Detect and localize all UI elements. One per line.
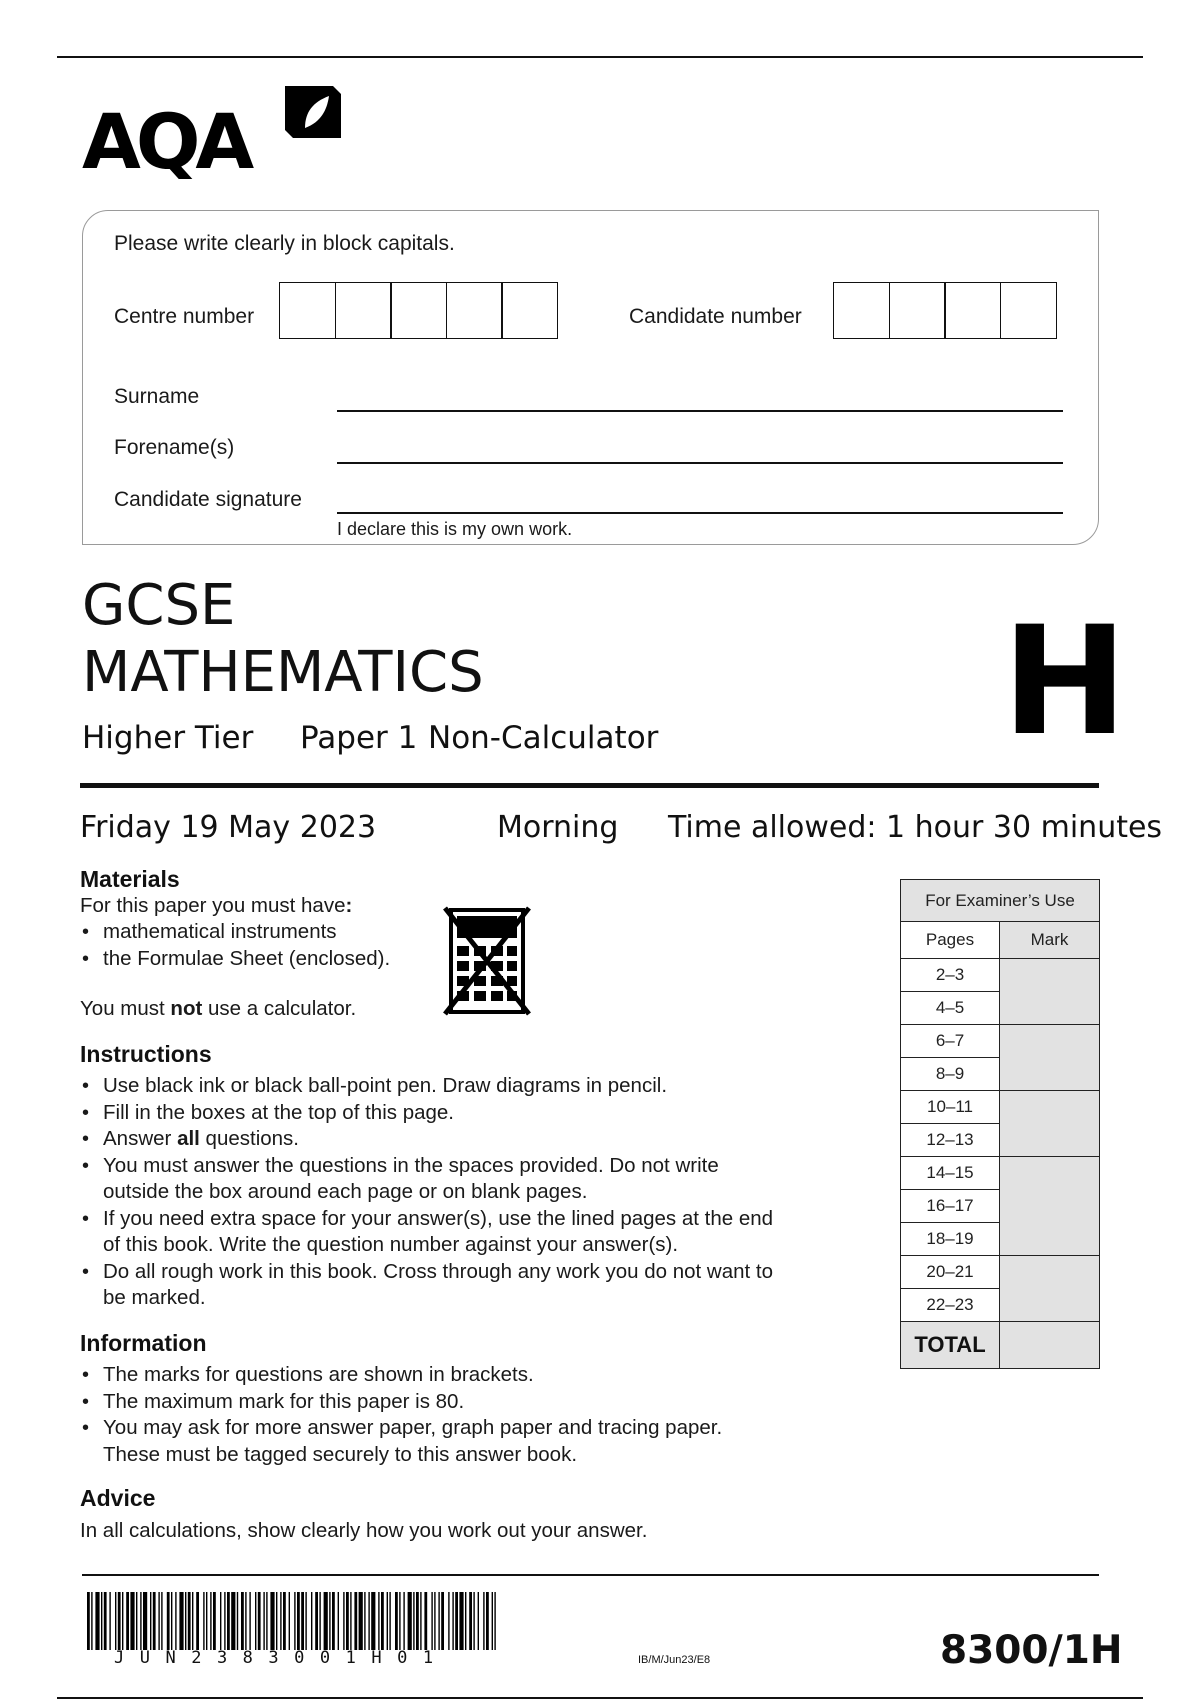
materials-list [80,919,390,972]
block-capitals-instruction: Please write clearly in block capitals. [114,232,455,255]
paper-reference: IB/M/Jun23/E8 [638,1654,711,1666]
mark-cell [1000,1256,1100,1322]
list-item: • Fill in the boxes at the top of this page. [80,1100,773,1127]
list-item: • The marks for questions are shown in brackets. [80,1362,722,1389]
list-item: • mathematical instruments [80,919,390,946]
instructions-heading: Instructions [80,1041,212,1067]
list-item: • Do all rough work in this book. Cross through any work you do not want to be marked. [80,1259,773,1312]
list-item: • Use black ink or black ball-point pen. Draw diagrams in pencil. [80,1073,773,1100]
centre-number-box[interactable] [446,282,503,339]
list-item: • You must answer the questions in the spaces provided. Do not write outside the box around each page or on blank pages. [80,1153,773,1206]
qualification-title: GCSE [82,573,236,638]
centre-number-boxes[interactable] [281,282,558,339]
subject-title: MATHEMATICS [82,640,484,705]
exam-date: Friday 19 May 2023 [80,810,377,845]
candidate-number-label: Candidate number [629,305,802,328]
list-item: • the Formulae Sheet (enclosed). [80,946,390,973]
pages-cell: 4–5 [901,992,1000,1025]
examiner-table-title: For Examiner’s Use [901,880,1100,922]
declaration-text: I declare this is my own work. [337,519,573,539]
barcode-digits: JUN2383001H01 [114,1648,449,1668]
surname-field[interactable] [337,410,1063,412]
pages-cell: 12–13 [901,1124,1000,1157]
centre-number-label: Centre number [114,305,255,328]
no-calculator-statement: You must not use a calculator. [80,997,357,1020]
pages-cell: 8–9 [901,1058,1000,1091]
mark-cell [1000,959,1100,1025]
pages-cell: 22–23 [901,1289,1000,1322]
paper-type: Non-Calculator [428,720,659,756]
logo-text: AQA [82,97,250,186]
total-label: TOTAL [901,1322,1000,1369]
pages-cell: 18–19 [901,1223,1000,1256]
information-heading: Information [80,1330,207,1356]
forenames-label: Forename(s) [114,436,235,459]
aqa-logo [82,86,352,186]
pages-cell: 14–15 [901,1157,1000,1190]
centre-number-box[interactable] [335,282,392,339]
list-item: • You may ask for more answer paper, graph paper and tracing paper. These must be tagged securely to this answer book. [80,1415,722,1468]
materials-intro: For this paper you must have: [80,894,353,917]
signature-field[interactable] [337,512,1063,514]
footer-rule [82,1574,1099,1576]
signature-label: Candidate signature [114,488,302,511]
centre-number-box[interactable] [501,282,558,339]
paper-code: 8300/1H [940,1628,1123,1673]
paper-number: Paper 1 [300,720,418,756]
advice-heading: Advice [80,1485,156,1511]
time-allowed: Time allowed: 1 hour 30 minutes [668,810,1163,845]
forenames-field[interactable] [337,462,1063,464]
list-item: • The maximum mark for this paper is 80. [80,1389,722,1416]
mark-cell [1000,1091,1100,1157]
centre-number-box[interactable] [279,282,336,339]
list-item: • If you need extra space for your answer(s), use the lined pages at the end of this book. Write the question number against your answer(s). [80,1206,773,1259]
candidate-number-boxes[interactable] [835,282,1057,339]
surname-label: Surname [114,385,200,408]
information-list [80,1362,722,1468]
candidate-number-box[interactable] [1000,282,1057,339]
pages-cell: 16–17 [901,1190,1000,1223]
total-mark-cell [1000,1322,1100,1369]
candidate-number-box[interactable] [944,282,1001,339]
centre-number-box[interactable] [390,282,447,339]
pages-cell: 20–21 [901,1256,1000,1289]
instructions-list [80,1073,773,1312]
list-item: • Answer all questions. [80,1126,773,1153]
aqa-leaf-icon [285,86,341,138]
tier-label: Higher Tier [82,720,254,756]
tier-letter: H [1002,595,1128,769]
mark-cell [1000,1025,1100,1091]
exam-session: Morning [497,810,619,845]
pages-cell: 2–3 [901,959,1000,992]
pages-cell: 6–7 [901,1025,1000,1058]
title-rule [80,783,1099,788]
no-calculator-icon [443,906,531,1018]
materials-heading: Materials [80,866,180,892]
mark-cell [1000,1157,1100,1256]
top-rule [57,56,1143,58]
pages-column-header: Pages [901,922,1000,959]
candidate-number-box[interactable] [889,282,946,339]
barcode [87,1592,497,1650]
mark-column-header: Mark [1000,922,1100,959]
examiner-use-table [900,879,1100,1369]
advice-text: In all calculations, show clearly how you work out your answer. [80,1519,648,1542]
candidate-number-box[interactable] [833,282,890,339]
pages-cell: 10–11 [901,1091,1000,1124]
bottom-rule [57,1697,1143,1699]
